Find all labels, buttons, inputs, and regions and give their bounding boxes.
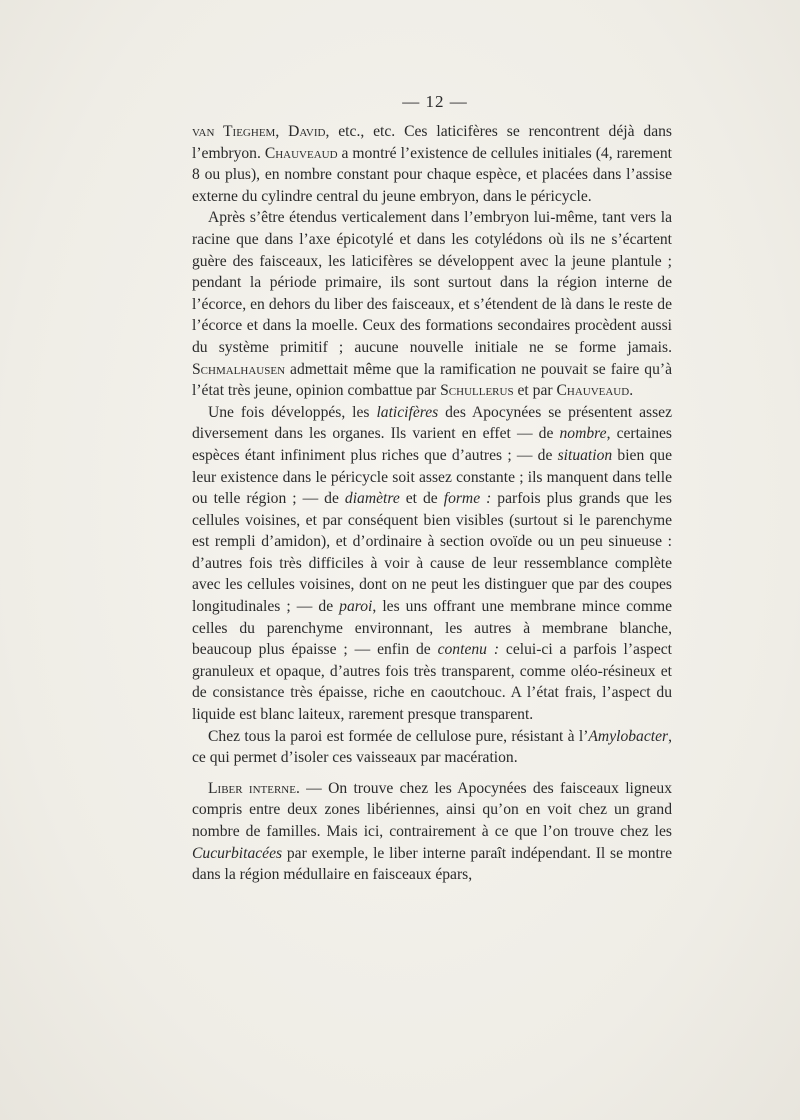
text-run: , certaines espèces étant infiniment plus riches que d’autres ; — de bbox=[192, 425, 672, 464]
italic-text: Amylobacter bbox=[588, 727, 669, 745]
small-caps-text: Schmalhausen bbox=[192, 360, 286, 378]
small-caps-text: Chauveaud bbox=[264, 144, 338, 162]
text-run: des Apocynées se présentent assez diversement dans les organes. Ils varient en effet — de bbox=[192, 403, 673, 443]
paragraph bbox=[192, 726, 672, 769]
small-caps-text: Liber interne bbox=[208, 779, 296, 797]
section-paragraph bbox=[192, 778, 672, 886]
italic-text: paroi bbox=[339, 598, 373, 616]
text-run: . — On trouve chez les Apocynées des faisceaux ligneux compris entre deux zones libériennes, ainsi qu’on en voit chez un grand nombre de familles. Mais ici, contrairement à ce que l’on trouve chez les bbox=[192, 779, 672, 840]
text-run: et par bbox=[513, 382, 557, 400]
paragraph bbox=[192, 121, 672, 207]
text-run: , ce qui permet d’isoler ces vaisseaux par macération. bbox=[192, 727, 672, 767]
italic-text: nombre bbox=[559, 425, 607, 443]
small-caps-text: Schullerus bbox=[440, 382, 514, 400]
text-run: , etc., etc. Ces laticifères se rencontrent déjà dans l’embryon. bbox=[192, 123, 672, 162]
italic-text: laticifères bbox=[376, 403, 439, 421]
text-run: parfois plus grands que les cellules voisines, et par conséquent bien visibles (surtout si le parenchyme est rempli d’amidon), et d’ordinaire à section ovoïde ou un peu sinueuse : d’autres fois très difficiles à voir à cause de leur ressemblance complète avec les cellules voisines, dont on ne peut les distinguer que par des coupes longitudinales ; — de bbox=[192, 490, 673, 616]
small-caps-text: van Tieghem, David bbox=[192, 123, 326, 140]
text-run: et de bbox=[399, 490, 444, 508]
italic-text: Cucurbitacées bbox=[192, 844, 283, 862]
italic-text: situation bbox=[557, 446, 613, 464]
text-run: Après s’être étendus verticalement dans l’embryon lui-même, tant vers la racine que dans l’axe épicotylé et dans les cotylédons où ils ne s’écartent guère des faisceaux, les laticifères se développent avec la jeune plantule ; pendant la période primaire, ils sont surtout dans la région interne de l’écorce, en dehors du liber des faisceaux, et s’étendent de là dans le reste de l’écorce et dans la moelle. Ceux des formations secondaires procèdent aussi du système primitif ; aucune nouvelle initiale ne se forme jamais. bbox=[192, 209, 672, 356]
text-run: bien que leur existence dans le péricycle soit assez constante ; ils manquent dans telle ou telle région ; — de bbox=[192, 446, 672, 508]
text-run: celui-ci a parfois l’aspect granuleux et opaque, d’autres fois très transparent, comme oléo-résineux et de consistance très épaisse, riche en caoutchouc. A l’état frais, l’aspect du liquide est blanc laiteux, rarement presque transparent. bbox=[192, 641, 672, 724]
italic-text: forme : bbox=[443, 490, 492, 508]
italic-text: contenu : bbox=[437, 641, 500, 659]
paragraph bbox=[192, 207, 672, 401]
small-caps-text: Chauveaud bbox=[556, 382, 630, 400]
text-run: Chez tous la paroi est formée de cellulose pure, résistant à l’ bbox=[208, 727, 589, 745]
text-run: a montré l’existence de cellules initiales (4, rarement 8 ou plus), en nombre constant pour chaque espèce, et placées dans l’assise externe du cylindre central du jeune embryon, dans le péricycle. bbox=[192, 144, 672, 205]
text-run: Une fois développés, les bbox=[208, 403, 377, 421]
italic-text: diamètre bbox=[344, 490, 400, 508]
page-number: — 12 — bbox=[402, 92, 468, 111]
text-run: . bbox=[629, 382, 634, 400]
text-run: admettait même que la ramification ne pouvait se faire qu’à l’état très jeune, opinion combattue par bbox=[192, 360, 672, 400]
text-run: par exemple, le liber interne paraît indépendant. Il se montre dans la région médullaire en faisceaux épars, bbox=[192, 844, 672, 884]
body-text bbox=[192, 121, 672, 886]
paragraph bbox=[192, 402, 672, 726]
text-run: , les uns offrant une membrane mince comme celles du parenchyme environnant, les autres à membrane blanche, beaucoup plus épaisse ; — enfin de bbox=[192, 598, 672, 659]
